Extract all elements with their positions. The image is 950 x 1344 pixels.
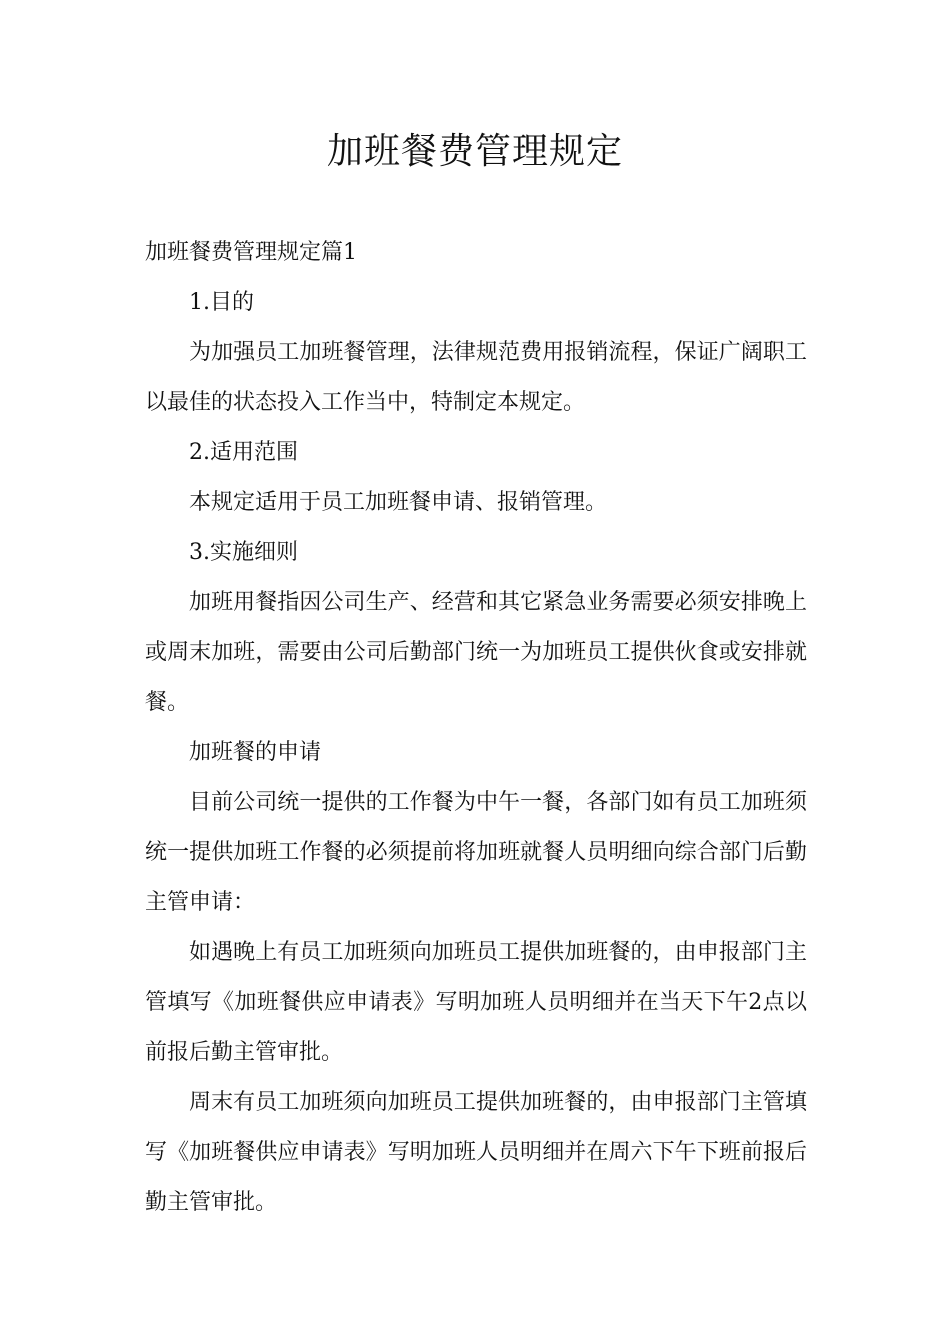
paragraph-evening: 如遇晚上有员工加班须向加班员工提供加班餐的，由申报部门主管填写《加班餐供应申请表》写明加班人员明细并在当天下午2点以前报后勤主管审批。 <box>145 940 807 1065</box>
paragraph-section-2: 2.适用范围 <box>189 440 298 465</box>
document-body <box>145 228 807 1228</box>
paragraph-scope: 本规定适用于员工加班餐申请、报销管理。 <box>189 490 608 515</box>
paragraph-definition: 加班用餐指因公司生产、经营和其它紧急业务需要必须安排晚上或周末加班，需要由公司后勤部门统一为加班员工提供伙食或安排就餐。 <box>145 590 807 715</box>
paragraph-weekend: 周末有员工加班须向加班员工提供加班餐的，由申报部门主管填写《加班餐供应申请表》写明加班人员明细并在周六下午下班前报后勤主管审批。 <box>145 1090 807 1215</box>
paragraph-application: 目前公司统一提供的工作餐为中午一餐，各部门如有员工加班须统一提供加班工作餐的必须提前将加班就餐人员明细向综合部门后勤主管申请： <box>145 790 807 915</box>
paragraph-section-1: 1.目的 <box>189 290 254 315</box>
paragraph-section-3: 3.实施细则 <box>189 540 298 565</box>
paragraph-heading: 加班餐费管理规定篇1 <box>145 240 357 265</box>
document-title: 加班餐费管理规定 <box>326 131 623 172</box>
paragraph-purpose: 为加强员工加班餐管理，法律规范费用报销流程，保证广阔职工以最佳的状态投入工作当中，特制定本规定。 <box>145 340 807 415</box>
paragraph-subheading-application: 加班餐的申请 <box>189 740 322 765</box>
